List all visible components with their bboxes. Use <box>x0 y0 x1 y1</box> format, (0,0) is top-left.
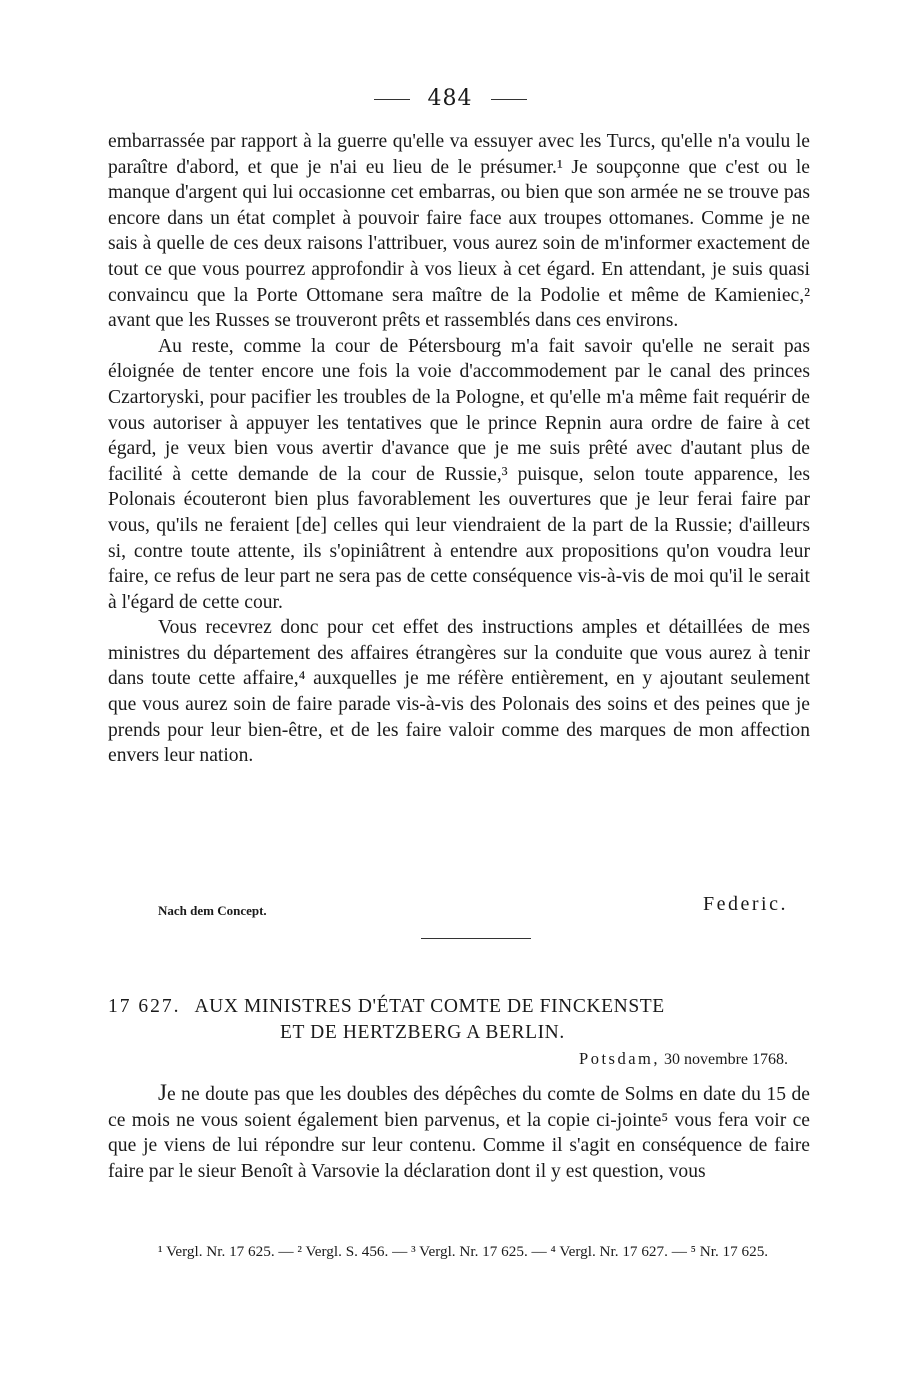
letter-body-2 <box>108 1080 810 1184</box>
paragraph-opening <box>108 1080 810 1184</box>
paragraph: Vous recevrez donc pour cet effet des instructions amples et détaillées de mes ministres du département des affaires étrangères sur la conduite que vous aurez à tenir dans toute cette affaire,⁴ auxquelles je me réfère entièrement, en y ajoutant seulement que vous aurez soin de faire parade vis-à-vis des Polonais des soins et des peines que je prends pour leur bien-être, et de les faire valoir comme des marques de mon affection envers leur nation. <box>108 617 810 767</box>
paragraph-continued: embarrassée par rapport à la guerre qu'elle va essuyer avec les Turcs, qu'elle n'a voulu le paraître d'abord, et que je n'ai eu lieu de le présumer.¹ Je soupçonne que c'est ou le manque d'argent qui lui occasionne cet embarras, ou bien que son armée ne se trouve pas encore dans un état complet à pouvoir faire face aux troupes ottomanes. Comme je ne sais à quelle de ces deux raisons l'attribuer, vous aurez soin de m'informer exactement de tout ce que vous pourrez approfondir à vos lieux à cet égard. En attendant, je suis quasi convaincu que la Porte Ottomane sera maître de la Podolie et même de Kamieniec,² avant que les Russes se trouveront prêts et rassemblés dans ces environs. <box>108 131 810 332</box>
heading-title-1: AUX MINISTRES D'ÉTAT COMTE DE FINCKENSTE <box>194 996 665 1017</box>
letter-heading <box>108 994 810 1046</box>
letter-body <box>108 129 810 769</box>
heading-line-1 <box>108 994 810 1020</box>
footnote-text: ¹ Vergl. Nr. 17 625. — ² Vergl. S. 456. — ³ Vergl. Nr. 17 625. — ⁴ Vergl. Nr. 17 627. — ⁵ Nr. 17 625. <box>158 1243 769 1260</box>
page-number <box>0 86 900 111</box>
page-number-text: 484 <box>427 86 473 111</box>
heading-line-2: ET DE HERTZBERG A BERLIN. <box>280 1022 565 1043</box>
signature: Federic. <box>703 893 788 915</box>
dateline-date: 30 novembre 1768. <box>664 1051 788 1068</box>
closing-row <box>108 893 810 923</box>
paragraph-text: e ne doute pas que les doubles des dépêches du comte de Solms en date du 15 de ce mois ne vous soient également bien parvenus, et la copie ci-jointe⁵ vous fera voir ce que je viens de lui répondre sur leur contenu. Comme il s'agit en conséquence de faire faire par le sieur Benoît à Varsovie la déclaration dont il y est question, vous <box>108 1084 810 1182</box>
paragraph: Au reste, comme la cour de Pétersbourg m'a fait savoir qu'elle ne serait pas éloignée de tenter encore une fois la voie d'accommodement par le canal des princes Czartoryski, pour pacifier les troubles de la Pologne, et qu'elle m'a même fait requérir de vous autoriser à appuyer les tentatives que le prince Repnin aura ordre de faire à cet égard, je veux bien vous avertir d'avance que je me suis prêté avec d'autant plus de facilité à cette demande de la cour de Russie,³ puisque, selon toute apparence, les Polonais écouteront bien plus favorablement les ouvertures que je leur ferai faire par vous, qu'ils ne feraient [de] celles qui leur viendraient de la part de la Russie; d'ailleurs si, contre toute attente, ils s'opiniâtrent à entendre aux propositions qu'on voudra leur faire, ce refus de leur part ne sera pas de cette conséquence vis-à-vis de moi qu'il le serait à l'égard de cette cour. <box>108 335 810 613</box>
dateline-place: Potsdam, <box>579 1049 661 1068</box>
section-divider <box>421 938 531 939</box>
letter-number: 17 627. <box>108 996 181 1017</box>
concept-note: Nach dem Concept. <box>158 903 267 918</box>
page-number-dash-left <box>374 99 410 100</box>
page-number-dash-right <box>491 99 527 100</box>
dateline <box>579 1049 788 1069</box>
initial-letter: J <box>158 1080 167 1105</box>
footnotes <box>108 1240 810 1264</box>
